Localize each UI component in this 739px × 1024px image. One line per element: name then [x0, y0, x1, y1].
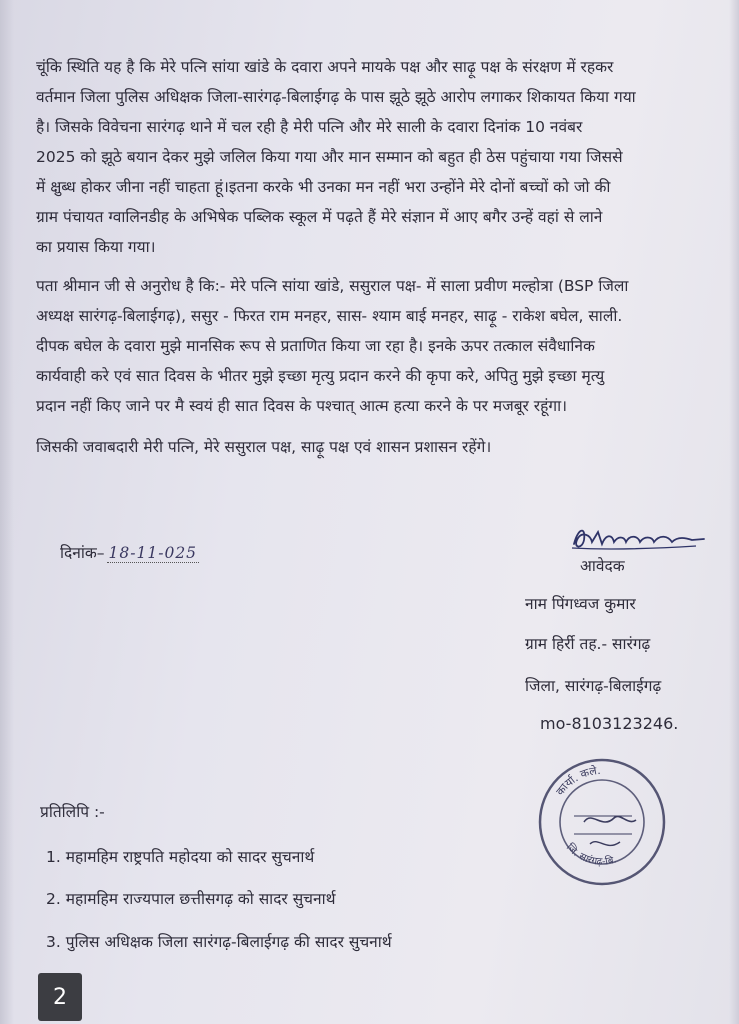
applicant-mobile: mo-8103123246. — [540, 714, 679, 733]
paragraph-situation — [36, 52, 720, 262]
text-line: चूंकि स्थिति यह है कि मेरे पत्नि सांया खांडे के दवारा अपने मायके पक्ष और साढ़ू पक्ष के संरक्षण में रहकर — [36, 58, 614, 76]
paragraph-request — [36, 271, 720, 421]
text-line: का प्रयास किया गया। — [36, 238, 156, 256]
paragraph-responsibility — [36, 432, 720, 462]
date-field — [60, 541, 199, 563]
copy-recipient: 1. महामहिम राष्ट्रपति महोदया को सादर सुचनार्थ — [46, 848, 315, 866]
text-line: कार्यवाही करे एवं सात दिवस के भीतर मुझे इच्छा मृत्यु प्रदान करने की कृपा करे, अपितु मुझे इच्छा मृत्यु — [36, 367, 605, 385]
signature-icon — [568, 520, 708, 554]
date-label: दिनांक– — [60, 544, 105, 562]
office-stamp-icon — [532, 752, 672, 892]
text-line: में क्षुब्ध होकर जीना नहीं चाहता हूं।इतना करके भी उनका मन नहीं भरा उन्होंने मेरे दोनों बच्चों को जो की — [36, 178, 611, 196]
page-number-badge: 2 — [38, 973, 82, 1021]
applicant-village: ग्राम हिर्री तह.- सारंगढ़ — [525, 635, 651, 653]
text-line: जिसकी जवाबदारी मेरी पत्नि, मेरे ससुराल पक्ष, साढ़ू पक्ष एवं शासन प्रशासन रहेंगे। — [36, 438, 492, 456]
page-edge-shadow — [729, 0, 739, 1024]
text-line: पता श्रीमान जी से अनुरोध है कि:- मेरे पत्नि सांया खांडे, ससुराल पक्ष- में साला प्रवीण मल्होत्रा (BSP जिला — [36, 277, 629, 295]
text-line: दीपक बघेल के दवारा मुझे मानसिक रूप से प्रताणित किया जा रहा है। इनके ऊपर तत्काल संवैधानिक — [36, 337, 595, 355]
copies-title: प्रतिलिपि :- — [40, 803, 105, 821]
copy-recipient: 2. महामहिम राज्यपाल छत्तीसगढ़ को सादर सुचनार्थ — [46, 890, 336, 908]
copy-recipient: 3. पुलिस अधिक्षक जिला सारंगढ़-बिलाईगढ़ की सादर सुचनार्थ — [46, 933, 392, 951]
text-line: ग्राम पंचायत ग्वालिनडीह के अभिषेक पब्लिक स्कूल में पढ़ते हैं मेरे संज्ञान में आए बगैर उन्हें वहां से लाने — [36, 208, 603, 226]
stamp-bottom-text: जि. सारंगढ़-बि. — [563, 841, 618, 868]
page-edge-shadow — [0, 0, 14, 1024]
applicant-label: आवेदक — [580, 557, 625, 575]
applicant-name: नाम पिंगध्वज कुमार — [525, 595, 636, 613]
text-line: है। जिसके विवेचना सारंगढ़ थाने में चल रही है मेरी पत्नि और मेरे साली के दवारा दिनांक 10 नवंबर — [36, 118, 583, 136]
text-line: प्रदान नहीं किए जाने पर मै स्वयं ही सात दिवस के पश्चात् आत्म हत्या करने के पर मजबूर रहूंगा। — [36, 397, 567, 415]
date-value: 18-11-025 — [108, 544, 198, 562]
text-line: वर्तमान जिला पुलिस अधिक्षक जिला-सारंगढ़-बिलाईगढ़ के पास झूठे झूठे आरोप लगाकर शिकायत किया गया — [36, 88, 636, 106]
text-line: अध्यक्ष सारंगढ़-बिलाईगढ़), ससुर - फिरत राम मनहर, सास- श्याम बाई मनहर, साढ़ू - राकेश बघेल, साली. — [36, 307, 623, 325]
text-line: 2025 को झूठे बयान देकर मुझे जलिल किया गया और मान सम्मान को बहुत ही ठेस पहुंचाया गया जिससे — [36, 148, 623, 166]
stamp-top-text: कार्या. कले. — [553, 764, 602, 798]
applicant-district: जिला, सारंगढ़-बिलाईगढ़ — [525, 677, 662, 695]
